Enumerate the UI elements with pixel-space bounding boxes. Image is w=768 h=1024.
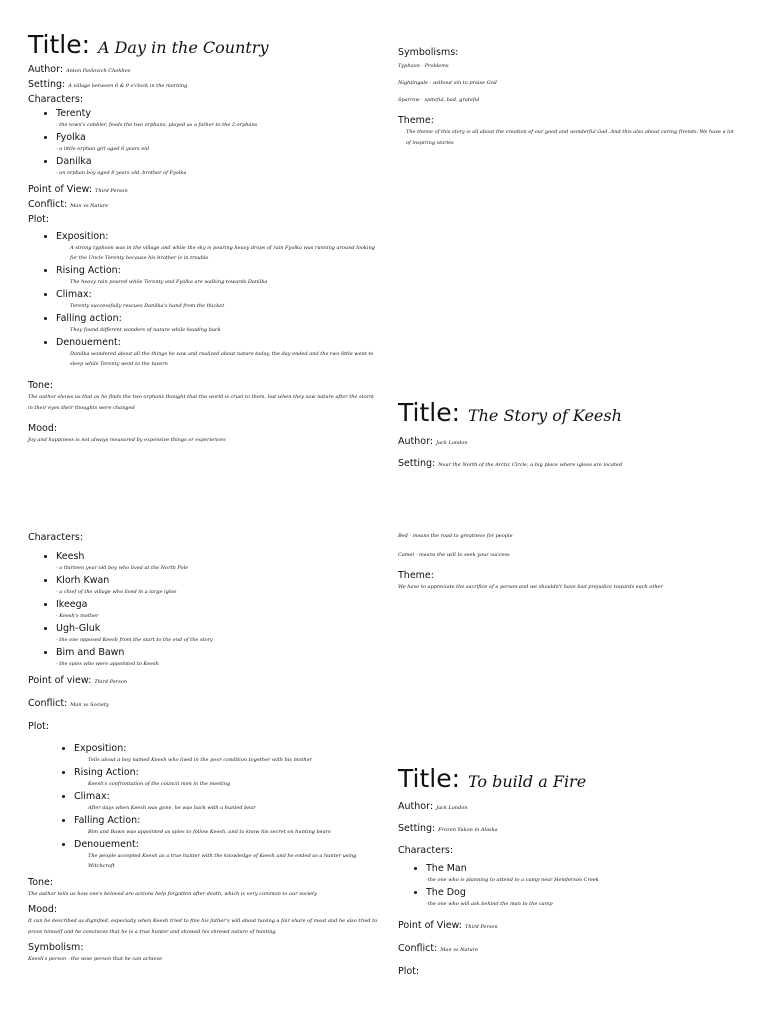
plot-desc: Danilka wondered about all the things he saw and realized about nature today, the day ended and the two little went to sleep while Terenty went to the tavern: [70, 351, 374, 367]
plot-label: Plot:: [28, 214, 50, 225]
list-item: [56, 551, 380, 575]
plot-stage: Falling Action:: [74, 815, 141, 826]
list-item: [74, 815, 380, 839]
pov-row: [28, 183, 380, 198]
setting-label: Setting:: [28, 79, 66, 90]
author-value: Jack London: [436, 440, 468, 446]
plot-stage: Rising Action:: [56, 265, 121, 276]
character-desc: - Keesh's mother: [56, 613, 99, 619]
author-row: [398, 800, 738, 815]
mood-label: Mood:: [28, 904, 58, 915]
list-item: [426, 887, 738, 911]
character-name: Danilka: [56, 156, 92, 167]
character-name: Ikeega: [56, 599, 88, 610]
theme-value: We have to appreciate the sacrifice of a person and we shouldn't have bad prejudice towards each other: [398, 584, 663, 590]
title-label: Title:: [398, 764, 460, 793]
plot-stage: Denouement:: [56, 337, 121, 348]
mood-label: Mood:: [28, 423, 58, 434]
list-item: [74, 767, 380, 791]
setting-value: A village between 6 & 9 o'clock in the morning: [68, 83, 188, 89]
character-name: The Dog: [426, 887, 466, 898]
author-row: [28, 63, 380, 78]
plot-stage: Falling action:: [56, 313, 122, 324]
conflict-value: Man vs Society: [70, 702, 109, 708]
pov-value: Third Person: [95, 188, 128, 194]
plot-stage: Exposition:: [74, 743, 127, 754]
character-name: Bim and Bawn: [56, 647, 125, 658]
character-name: The Man: [426, 863, 467, 874]
pov-row: [398, 919, 738, 934]
character-name: Terenty: [56, 108, 91, 119]
tone-label: Tone:: [28, 877, 54, 888]
pov-label: Point of view:: [28, 675, 92, 686]
setting-value: Frozen Yukon in Alaska: [438, 827, 498, 833]
symbolism-line: Nightingale - without sin to praise God: [398, 80, 497, 86]
character-desc: -the one who will ask behind the man to the camp: [426, 901, 553, 907]
plot-list: [28, 231, 380, 371]
pov-value: Third Person: [465, 924, 498, 930]
theme-label: Theme:: [398, 570, 434, 581]
story-section-keesh-right: [398, 531, 738, 593]
symbolism-line: Sparrow - spiteful, bad, grateful: [398, 97, 480, 103]
setting-row: [398, 822, 738, 837]
character-name: Keesh: [56, 551, 85, 562]
list-item: [74, 791, 380, 815]
conflict-label: Conflict:: [398, 943, 438, 954]
tone-value: The author tells us how one's beloved are actions help forgotten after death, which is very common to our society: [28, 891, 317, 897]
pov-label: Point of View:: [28, 184, 93, 195]
pov-value: Third Person: [94, 679, 127, 685]
characters-list: [28, 108, 380, 180]
title-text: The Story of Keesh: [467, 406, 622, 425]
symbolisms-label: Symbolisms:: [398, 47, 459, 58]
story-section-build-a-fire: [398, 764, 738, 978]
character-name: Klorh Kwan: [56, 575, 110, 586]
plot-desc: Terenty successfully rescues Danilka's hand from the thicket: [70, 303, 225, 309]
tone-value: The author shows us that as he finds the two orphans thought that the world is cruel to them, but when they saw nature after the storm in their eyes their thoughts were changed: [28, 394, 374, 411]
tone-label: Tone:: [28, 380, 54, 391]
character-desc: - the town's cobbler, feeds the two orphans, played as a father to the 2 orphans: [56, 122, 258, 128]
story-title: [398, 764, 738, 797]
characters-label: Characters:: [28, 94, 84, 105]
plot-desc: The people accepted Keesh as a true hunter with the knowledge of Keesh and he ended as a hunter using Witchcraft: [88, 853, 357, 869]
symbolism-label: Symbolism:: [28, 942, 84, 953]
story-title: [398, 398, 738, 431]
plot-stage: Climax:: [74, 791, 110, 802]
character-desc: -the one who is planning to attend to a camp near Henderson Creek: [426, 877, 599, 883]
conflict-value: Man vs Nature: [440, 947, 479, 953]
setting-row: [398, 457, 738, 472]
symbolism-line: Bed - means the road to greatness for people: [398, 533, 513, 539]
symbolism-line: Typhoon - Problems: [398, 63, 449, 69]
list-item: [56, 599, 380, 623]
conflict-label: Conflict:: [28, 199, 68, 210]
conflict-row: [28, 697, 380, 712]
pov-label: Point of View:: [398, 920, 463, 931]
list-item: [56, 575, 380, 599]
list-item: [56, 231, 380, 265]
title-text: A Day in the Country: [97, 38, 269, 57]
list-item: [56, 132, 380, 156]
list-item: [56, 337, 380, 371]
list-item: [56, 108, 380, 132]
title-label: Title:: [28, 30, 90, 59]
character-desc: - a little orphan girl aged 6 years old: [56, 146, 150, 152]
mood-value: It can be described as dignified, especially when Keesh tried to fine his father's will about having a fair share of meat and he also tried to prove himself and he convinces that he is a true hunter and showed his shrewd nature of hunting: [28, 918, 378, 935]
plot-label: Plot:: [28, 721, 50, 732]
symbolism-line: Camel - means the will to seek your success: [398, 552, 510, 558]
characters-label: Characters:: [28, 532, 84, 543]
story-section-day-in-country: [28, 30, 380, 446]
plot-list: [28, 743, 380, 873]
conflict-label: Conflict:: [28, 698, 68, 709]
list-item: [56, 647, 380, 671]
conflict-row: [398, 942, 738, 957]
character-name: Fyolka: [56, 132, 86, 143]
author-label: Author:: [28, 64, 64, 75]
character-desc: - the spies who were appointed to Keesh: [56, 661, 159, 667]
conflict-value: Man vs Nature: [70, 203, 109, 209]
list-item: [56, 313, 380, 337]
character-desc: - a thirteen year old boy who lived at the North Pole: [56, 565, 189, 571]
plot-label: Plot:: [398, 966, 420, 977]
author-label: Author:: [398, 436, 434, 447]
character-desc: - an orphan boy aged 8 years old, brother of Fyolka: [56, 170, 187, 176]
setting-row: [28, 78, 380, 93]
story-section-keesh-header: [398, 398, 738, 472]
plot-stage: Denouement:: [74, 839, 139, 850]
character-name: Ugh-Gluk: [56, 623, 101, 634]
theme-label: Theme:: [398, 115, 434, 126]
characters-list: [398, 863, 738, 911]
setting-label: Setting:: [398, 823, 436, 834]
list-item: [426, 863, 738, 887]
plot-stage: Exposition:: [56, 231, 109, 242]
symbolism-value: Keesh's person - the wise person that he can achieve: [28, 956, 163, 962]
title-label: Title:: [398, 398, 460, 427]
plot-stage: Rising Action:: [74, 767, 139, 778]
author-label: Author:: [398, 801, 434, 812]
plot-desc: Tells about a boy named Keesh who lived in the poor condition together with his mother: [88, 757, 312, 763]
story-section-day-in-country-right: [398, 46, 738, 149]
list-item: [74, 743, 380, 767]
author-value: Jack London: [436, 805, 468, 811]
plot-desc: Keesh's confrontation of the council men in the meeting: [88, 781, 231, 787]
characters-list: [28, 551, 380, 671]
list-item: [74, 839, 380, 873]
author-row: [398, 435, 738, 450]
title-text: To build a Fire: [467, 772, 587, 791]
pov-row: [28, 674, 380, 689]
story-section-keesh-details: [28, 531, 380, 965]
setting-value: Near the North of the Arctic Circle, a big place where igloos are located: [438, 462, 623, 468]
conflict-row: [28, 198, 380, 213]
list-item: [56, 289, 380, 313]
list-item: [56, 623, 380, 647]
character-desc: - a chief of the village who lived in a large igloo: [56, 589, 177, 595]
theme-value: The theme of this story is all about the creation of our good and wonderful God. And this also about caring friends. We have a lot of inspiring stories: [406, 129, 734, 146]
plot-desc: They found different wonders of nature while heading back: [70, 327, 221, 333]
setting-label: Setting:: [398, 458, 436, 469]
characters-label: Characters:: [398, 845, 454, 856]
plot-desc: The heavy rain poured while Terenty and Fyolka are walking towards Danilka: [70, 279, 268, 285]
story-title: [28, 30, 380, 63]
list-item: [56, 265, 380, 289]
list-item: [56, 156, 380, 180]
plot-stage: Climax:: [56, 289, 92, 300]
mood-value: Joy and happiness is not always measured by expensive things or experiences: [28, 437, 226, 443]
author-value: Anton Pavlovich Chekhov: [66, 68, 131, 74]
plot-desc: After days when Keesh was gone, he was back with a hunted bear: [88, 805, 256, 811]
character-desc: - the one opposed Keesh from the start to the end of the story: [56, 637, 213, 643]
plot-desc: A strong typhoon was in the village and while the sky is pouring heavy drops of rain Fyolka was running around looking for the Uncle Terenty because his brother is in trouble: [70, 245, 375, 261]
plot-desc: Bim and Bawn was appointed as spies to follow Keesh, and to know his secret on hunting bears: [88, 829, 331, 835]
